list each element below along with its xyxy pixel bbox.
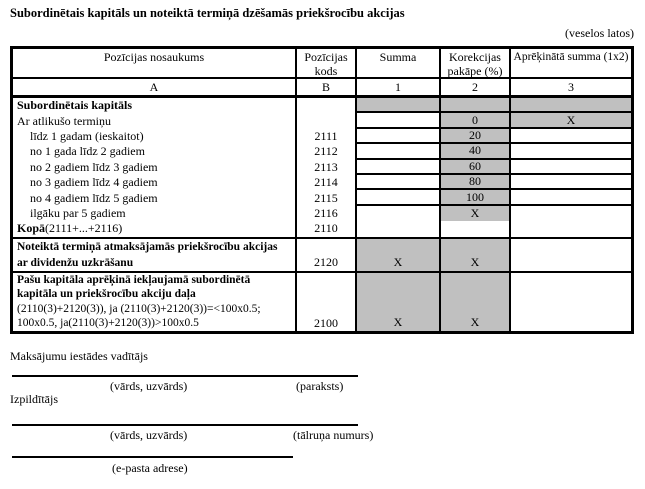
row-formula: (2110(3)+2120(3)), ja (2110(3)+2120(3))=<100x0.5; [17,302,261,315]
header-correction-rate: Korekcijas pakāpe (%) [441,49,509,79]
position-code: 2111 [314,128,338,143]
preference-shares-block [13,237,631,271]
sum-cell[interactable] [357,190,439,205]
correction-cell: 0 [441,113,509,128]
signature-line [12,375,358,377]
calculated-cell[interactable] [511,273,631,331]
header-calculated-sum: Aprēķinātā summa (1x2) [511,49,631,79]
name-surname-label: (vārds, uzvārds) [110,428,188,442]
own-funds-portion-block [13,271,631,331]
header-sum: Summa [357,49,439,79]
calculated-cell[interactable] [511,129,631,144]
calculated-cell-blocked [511,98,631,113]
position-code: 2100 [314,316,338,330]
row-label: līdz 1 gadam (ieskaitot) [30,128,144,143]
row-formula: 100x0.5, ja(2110(3)+2120(3))>100x0.5 [17,317,199,330]
position-code: 2112 [314,144,338,159]
header-letter-2: 2 [472,79,478,94]
name-surname-label: (vārds, uzvārds) [110,379,188,393]
sum-cell-blocked [357,98,439,113]
header-letter-3: 3 [568,79,574,94]
calculated-cell[interactable] [511,190,631,205]
page-title: Subordinētais kapitāls un noteiktā termiņā dzēšamās priekšrocību akcijas [10,6,405,20]
row-label: ilgāku par 5 gadiem [30,205,126,220]
header-letter-1: 1 [395,79,401,94]
position-code: 2110 [314,221,338,236]
row-label: ar dividenžu uzkrāšanu [17,256,134,269]
calculated-cell[interactable] [511,144,631,159]
sum-cell[interactable] [357,160,439,175]
sum-cell-total[interactable] [357,206,439,221]
header-letter-a: A [149,79,159,94]
correction-cell-total: X [441,206,509,221]
correction-cell-blocked [441,98,509,113]
signature-label: (paraksts) [296,379,344,393]
table-header [13,49,631,98]
sum-cell[interactable] [357,113,439,128]
row-label: Subordinētais kapitāls [17,98,133,113]
row-label: kapitāla un priekšrocību akciju daļa [17,288,196,301]
position-code: 2115 [314,190,338,205]
correction-cell: 100 [441,190,509,205]
position-code: 2116 [314,205,338,220]
total-label-bold: Kopā [17,221,46,236]
header-position-name: Pozīcijas nosaukums [13,49,295,79]
phone-number-label: (tālruņa numurs) [293,428,374,442]
calculated-cell-total[interactable] [511,206,631,221]
row-label: no 4 gadiem līdz 5 gadiem [30,190,158,205]
calculated-cell[interactable] [511,160,631,175]
correction-cell: 20 [441,129,509,144]
signature-line [12,456,293,458]
correction-cell: 60 [441,160,509,175]
sum-cell[interactable] [357,144,439,159]
row-label-total [13,221,295,236]
position-code: 2120 [314,255,338,270]
row-label: Pašu kapitāla aprēķinā iekļaujamā subordinētā [17,273,251,286]
header-position-code: Pozīcijas kods [297,49,355,79]
manager-title: Maksājumu iestādes vadītājs [10,349,148,363]
total-label-rest: (2111+...+2116) [45,221,123,236]
calculated-cell[interactable] [511,175,631,190]
correction-cell-blocked: X [441,239,509,271]
sum-cell-blocked: X [357,239,439,271]
row-label: no 2 gadiem līdz 3 gadiem [30,159,158,174]
sum-cell-blocked: X [357,273,439,331]
signature-line [12,424,358,426]
sum-cell[interactable] [357,129,439,144]
correction-cell: 40 [441,144,509,159]
row-label: no 3 gadiem līdz 4 gadiem [30,175,158,190]
header-letter-b: B [321,79,330,94]
email-label: (e-pasta adrese) [112,461,188,475]
subordinated-capital-block [13,98,631,237]
position-code: 2114 [314,175,338,190]
calculated-cell[interactable] [511,239,631,271]
sum-cell[interactable] [357,175,439,190]
row-label: no 1 gada līdz 2 gadiem [30,144,145,159]
report-table [10,46,634,334]
row-label: Ar atlikušo termiņu [17,113,111,128]
row-label: Noteiktā termiņā atmaksājamās priekšrocību akcijas [17,240,278,253]
correction-cell-blocked: X [441,273,509,331]
position-code: 2113 [314,159,338,174]
calculated-cell-blocked: X [511,113,631,128]
correction-cell: 80 [441,175,509,190]
executor-title: Izpildītājs [10,392,58,406]
unit-note: (veselos latos) [565,26,634,40]
